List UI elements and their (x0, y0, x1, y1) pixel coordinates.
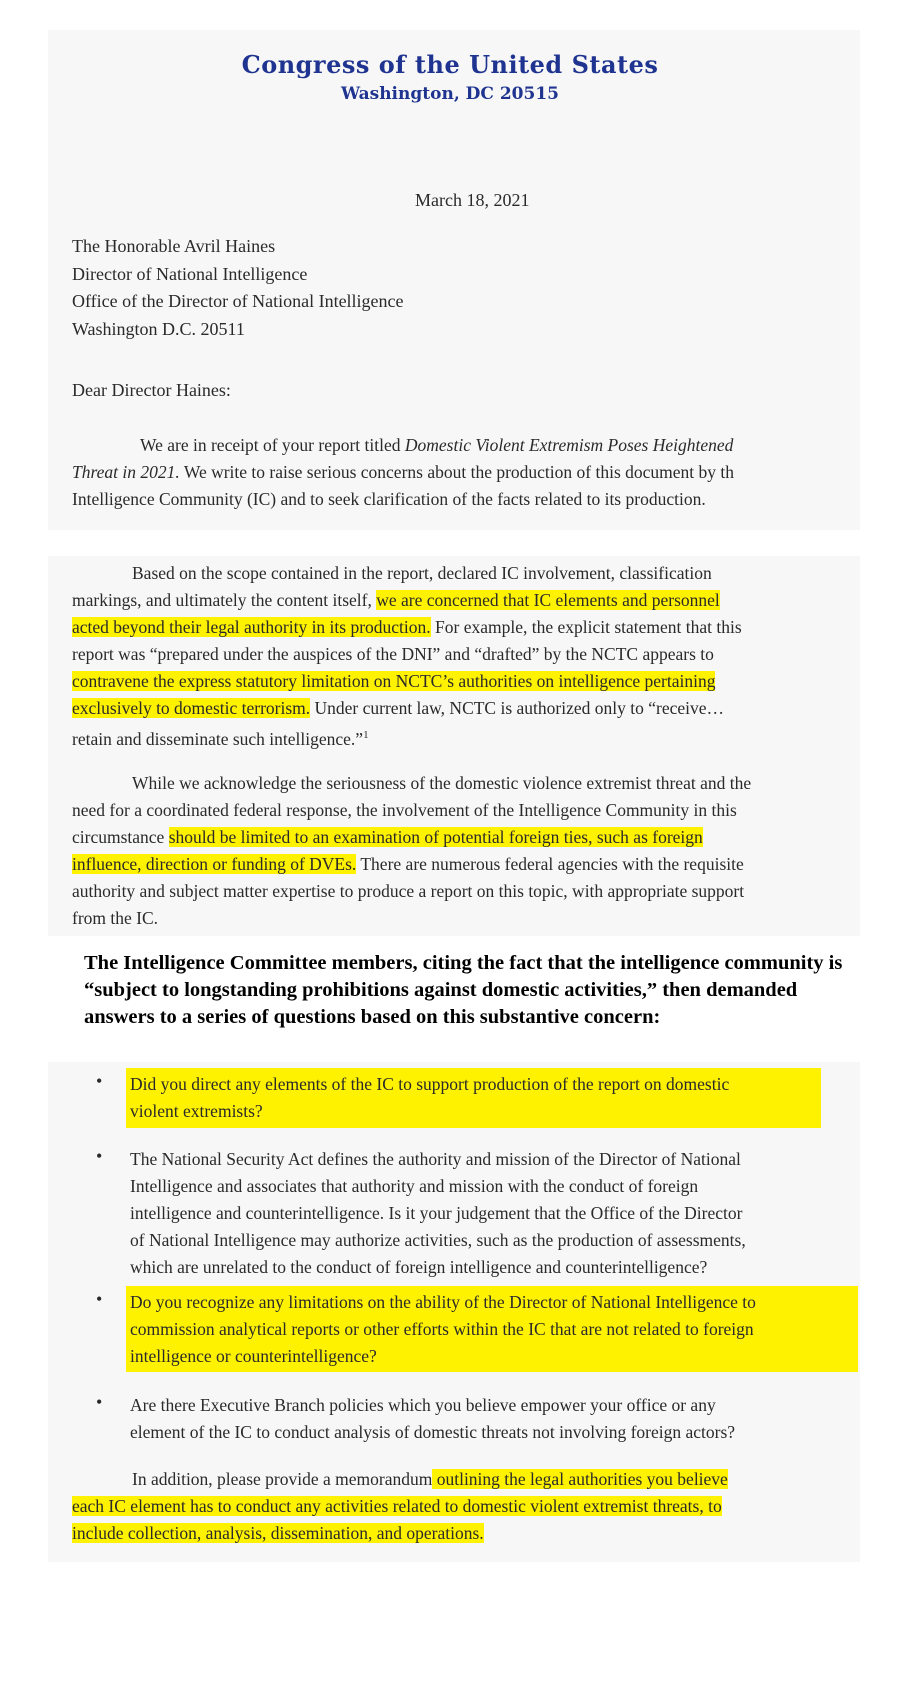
para2-text: markings, and ultimately the content itself, (72, 590, 377, 610)
bullet-line: violent extremists? (130, 1101, 263, 1121)
highlight: influence, direction or funding of DVEs. (72, 854, 357, 874)
para2-line4: report was “prepared under the auspices of the DNI” and “drafted” by the NCTC appears to (72, 644, 714, 664)
para1-line1 (140, 432, 733, 460)
recipient-office: Office of the Director of National Intelligence (72, 291, 404, 311)
article-caption: The Intelligence Committee members, citing the fact that the intelligence community is “subject to longstanding prohibitions against domestic activities,” then demanded answers to a series of questions based on this substantive concern: (84, 952, 843, 1028)
letter-date: March 18, 2021 (415, 190, 530, 210)
para3-line2: need for a coordinated federal response, the involvement of the Intelligence Community in this (72, 800, 737, 820)
bullet-line: Do you recognize any limitations on the ability of the Director of National Intelligence to (130, 1292, 756, 1312)
closing-line3 (72, 1520, 484, 1548)
recipient-name: The Honorable Avril Haines (72, 236, 276, 256)
bullet-line: The National Security Act defines the authority and mission of the Director of National (130, 1149, 741, 1169)
letterhead-title: Congress of the United States (241, 50, 659, 79)
letterhead-address: Washington, DC 20515 (341, 84, 559, 104)
para3-line4 (72, 851, 744, 879)
para2-line2 (72, 587, 720, 615)
bullet-line: element of the IC to conduct analysis of domestic threats not involving foreign actors? (130, 1422, 736, 1442)
salutation: Dear Director Haines: (72, 380, 231, 400)
para1-line3: Intelligence Community (IC) and to seek clarification of the facts related to its production. (72, 489, 706, 509)
para1-text: We write to raise serious concerns about the production of this document by th (179, 462, 735, 482)
para3-line6: from the IC. (72, 908, 159, 928)
bullet-line: intelligence and counterintelligence. Is it your judgement that the Office of the Director (130, 1203, 743, 1223)
para2-text: Under current law, NCTC is authorized only to “receive… (310, 698, 725, 718)
para3-line3 (72, 824, 703, 852)
para3-text: There are numerous federal agencies with the requisite (356, 854, 744, 874)
closing-line2 (72, 1493, 722, 1521)
bullet-line: of National Intelligence may authorize activities, such as the production of assessments, (130, 1230, 746, 1250)
bullet-line: intelligence or counterintelligence? (130, 1346, 377, 1366)
footnote-marker: 1 (363, 729, 369, 741)
highlight: acted beyond their legal authority in its production. (72, 617, 431, 637)
highlight: include collection, analysis, dissemination, and operations. (72, 1523, 484, 1543)
para2-line3 (72, 614, 742, 642)
para2-text: For example, the explicit statement that this (430, 617, 742, 637)
bullet-dot: • (96, 1146, 103, 1166)
recipient-city: Washington D.C. 20511 (72, 318, 245, 339)
para3-line1: While we acknowledge the seriousness of the domestic violence extremist threat and the (132, 773, 752, 793)
highlight: exclusively to domestic terrorism. (72, 698, 311, 718)
bullet-line: Did you direct any elements of the IC to support production of the report on domestic (130, 1074, 730, 1094)
bullet-dot: • (96, 1289, 103, 1309)
highlight: should be limited to an examination of potential foreign ties, such as foreign (168, 827, 703, 847)
recipient-title: Director of National Intelligence (72, 263, 308, 284)
highlight: we are concerned that IC elements and personnel (376, 590, 720, 610)
bullet-line: which are unrelated to the conduct of foreign intelligence and counterintelligence? (130, 1257, 708, 1277)
para2-line7 (72, 722, 369, 753)
para1-line2 (72, 459, 734, 487)
para3-line5: authority and subject matter expertise to produce a report on this topic, with appropriate support (72, 881, 745, 901)
recipient-block (72, 233, 404, 343)
bullet-line: commission analytical reports or other efforts within the IC that are not related to foreign (130, 1319, 754, 1339)
report-title-italic: Domestic Violent Extremism Poses Heightened (404, 435, 734, 455)
report-title-italic-end: Threat in 2021. (72, 462, 180, 482)
para1-text: We are in receipt of your report titled (140, 435, 405, 455)
para3-text: circumstance (72, 827, 169, 847)
para2-line5 (72, 668, 715, 696)
highlight: each IC element has to conduct any activities related to domestic violent extremist threats, to (72, 1496, 722, 1516)
closing-line1 (132, 1466, 728, 1494)
highlight: contravene the express statutory limitation on NCTC’s authorities on intelligence pertaining (72, 671, 716, 691)
bullet-dot: • (96, 1071, 103, 1091)
bullet-dot: • (96, 1392, 103, 1412)
bullet-line: Are there Executive Branch policies which you believe empower your office or any (130, 1395, 716, 1415)
para2-line1: Based on the scope contained in the report, declared IC involvement, classification (132, 563, 712, 583)
highlight: outlining the legal authorities you believe (432, 1469, 728, 1489)
para2-line6 (72, 695, 724, 723)
closing-text: In addition, please provide a memorandum (132, 1469, 433, 1489)
bullet-line: Intelligence and associates that authority and mission with the conduct of foreign (130, 1176, 699, 1196)
para2-text: retain and disseminate such intelligence.” (72, 728, 364, 749)
